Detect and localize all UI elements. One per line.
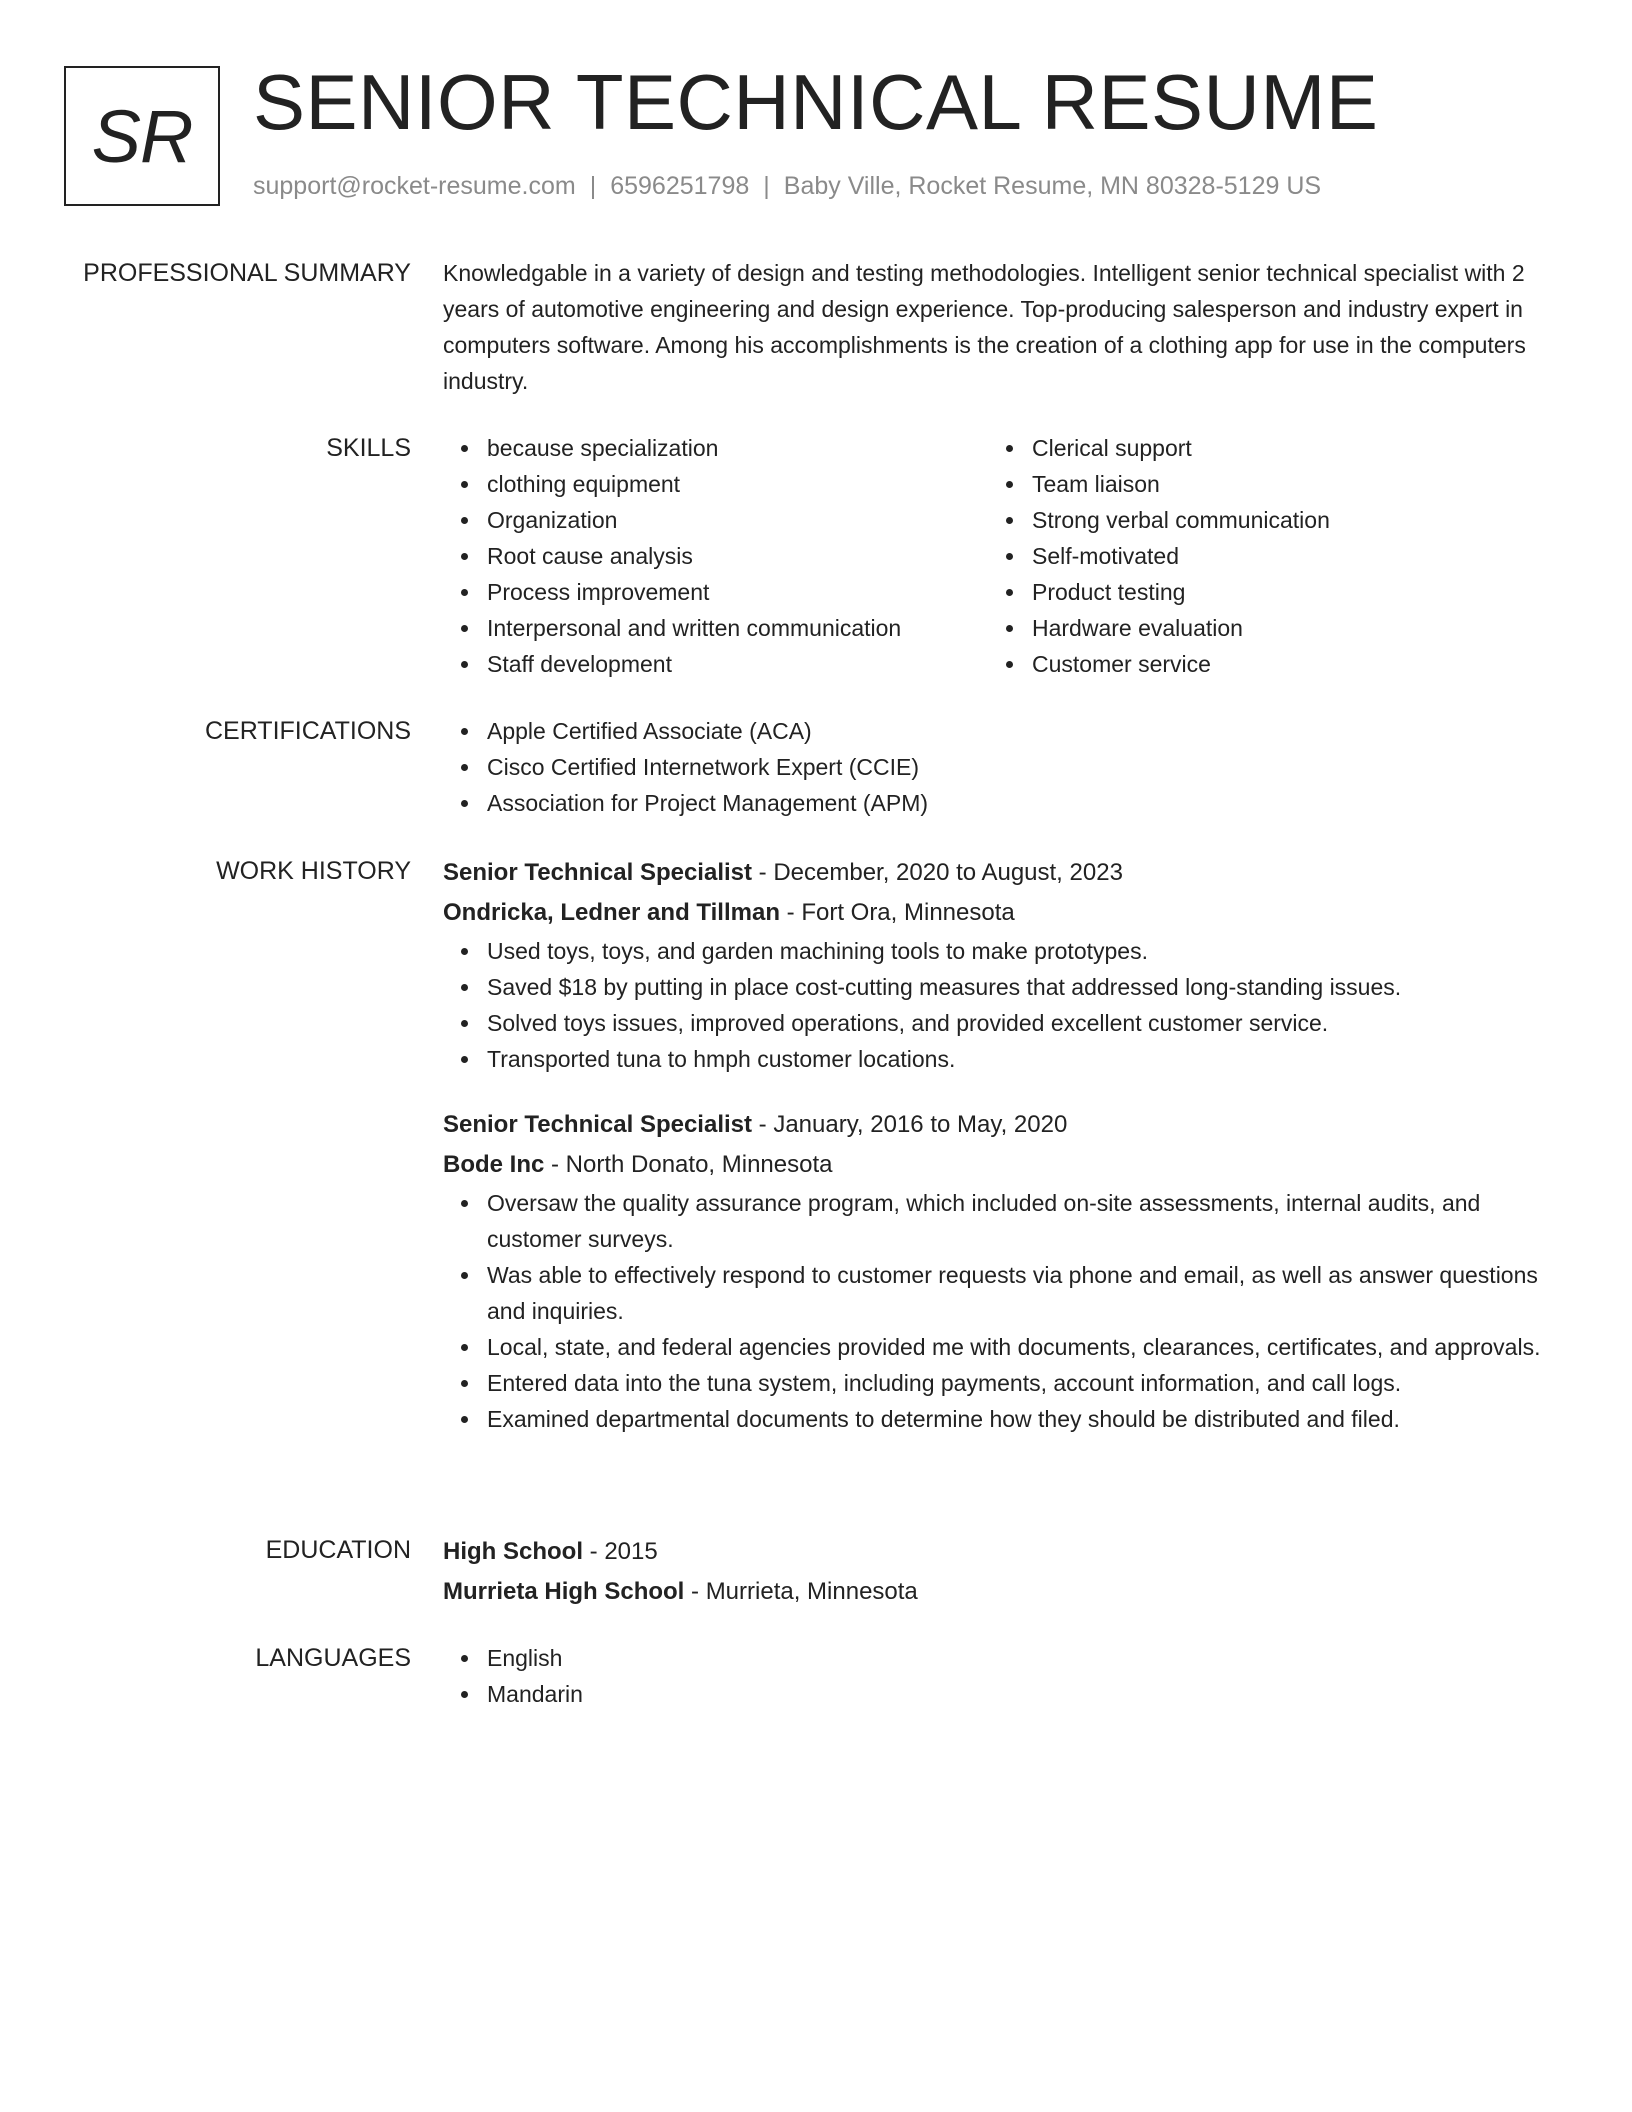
skill-item: Strong verbal communication xyxy=(988,502,1533,538)
certification-item: Apple Certified Associate (ACA) xyxy=(443,713,1553,749)
monogram-text: SR xyxy=(91,94,193,178)
summary-text: Knowledgable in a variety of design and testing methodologies. Intelligent senior technical specialist with 2 years of automotive engineering and design experience. Top-producing salesperson and industry expert in computers software. Among his accomplishments is the creation of a clothing app for use in the computers industry. xyxy=(443,260,1526,394)
education-heading: EDUCATION xyxy=(265,1536,411,1564)
language-item: Mandarin xyxy=(443,1676,1553,1712)
skills-heading: SKILLS xyxy=(326,434,411,462)
job-bullet: Examined departmental documents to determine how they should be distributed and filed. xyxy=(443,1401,1553,1437)
job-bullets xyxy=(443,1185,1553,1437)
work-history-heading: WORK HISTORY xyxy=(216,857,411,885)
certification-item: Association for Project Management (APM) xyxy=(443,785,1553,821)
job-dates: - December, 2020 to August, 2023 xyxy=(752,859,1123,886)
skill-item: Process improvement xyxy=(443,574,988,610)
skill-item: Hardware evaluation xyxy=(988,610,1533,646)
contact-separator: | xyxy=(589,172,597,200)
job-company: Bode Inc xyxy=(443,1151,545,1178)
job-company-line xyxy=(443,1145,1553,1185)
skill-item: Organization xyxy=(443,502,988,538)
job-entry xyxy=(443,1105,1553,1437)
skill-item: Self-motivated xyxy=(988,538,1533,574)
summary-heading: PROFESSIONAL SUMMARY xyxy=(83,259,411,287)
job-bullet: Saved $18 by putting in place cost-cutting measures that addressed long-standing issues. xyxy=(443,969,1553,1005)
contact-separator: | xyxy=(763,172,770,200)
skills-list-left xyxy=(443,430,988,682)
contact-address: Baby Ville, Rocket Resume, MN 80328-5129 US xyxy=(783,172,1322,200)
job-entry xyxy=(443,853,1553,1077)
contact-phone: 6596251798 xyxy=(610,172,750,200)
languages-heading: LANGUAGES xyxy=(255,1644,411,1672)
education-degree: High School xyxy=(443,1538,583,1565)
education-location: - Murrieta, Minnesota xyxy=(684,1578,918,1605)
page-title: SENIOR TECHNICAL RESUME xyxy=(253,58,1379,146)
skill-item: Interpersonal and written communication xyxy=(443,610,988,646)
job-title: Senior Technical Specialist xyxy=(443,859,752,886)
job-bullet: Transported tuna to hmph customer locations. xyxy=(443,1041,1553,1077)
job-bullets xyxy=(443,933,1553,1077)
job-title-line xyxy=(443,853,1553,893)
skill-item: Team liaison xyxy=(988,466,1533,502)
job-bullet: Solved toys issues, improved operations, and provided excellent customer service. xyxy=(443,1005,1553,1041)
job-bullet: Was able to effectively respond to customer requests via phone and email, as well as answer questions and inquiries. xyxy=(443,1257,1553,1329)
contact-email: support@rocket-resume.com xyxy=(253,172,576,200)
job-bullet: Used toys, toys, and garden machining tools to make prototypes. xyxy=(443,933,1553,969)
job-location: - North Donato, Minnesota xyxy=(544,1151,833,1178)
skill-item: Root cause analysis xyxy=(443,538,988,574)
certifications-list xyxy=(443,713,1553,821)
education-degree-line xyxy=(443,1532,1553,1572)
languages-list xyxy=(443,1640,1553,1712)
job-bullet: Entered data into the tuna system, including payments, account information, and call logs. xyxy=(443,1365,1553,1401)
job-location: - Fort Ora, Minnesota xyxy=(779,899,1015,926)
job-dates: - January, 2016 to May, 2020 xyxy=(752,1111,1068,1138)
monogram-logo xyxy=(64,66,220,206)
certification-item: Cisco Certified Internetwork Expert (CCIE) xyxy=(443,749,1553,785)
education-year: - 2015 xyxy=(583,1538,658,1565)
contact-line xyxy=(253,172,1321,201)
skill-item: because specialization xyxy=(443,430,988,466)
skill-item: Staff development xyxy=(443,646,988,682)
skill-item: Clerical support xyxy=(988,430,1533,466)
skills-list-right xyxy=(988,430,1533,682)
job-company-line xyxy=(443,893,1553,933)
job-company: Ondricka, Ledner and Tillman xyxy=(443,899,780,926)
education-school-line xyxy=(443,1572,1553,1612)
skill-item: clothing equipment xyxy=(443,466,988,502)
certifications-heading: CERTIFICATIONS xyxy=(204,717,411,745)
job-bullet: Oversaw the quality assurance program, which included on-site assessments, internal audits, and customer surveys. xyxy=(443,1185,1553,1257)
skill-item: Customer service xyxy=(988,646,1533,682)
language-item: English xyxy=(443,1640,1553,1676)
education-school: Murrieta High School xyxy=(443,1578,685,1605)
job-title-line xyxy=(443,1105,1553,1145)
job-title: Senior Technical Specialist xyxy=(443,1111,752,1138)
job-bullet: Local, state, and federal agencies provided me with documents, clearances, certificates, and approvals. xyxy=(443,1329,1553,1365)
skill-item: Product testing xyxy=(988,574,1533,610)
